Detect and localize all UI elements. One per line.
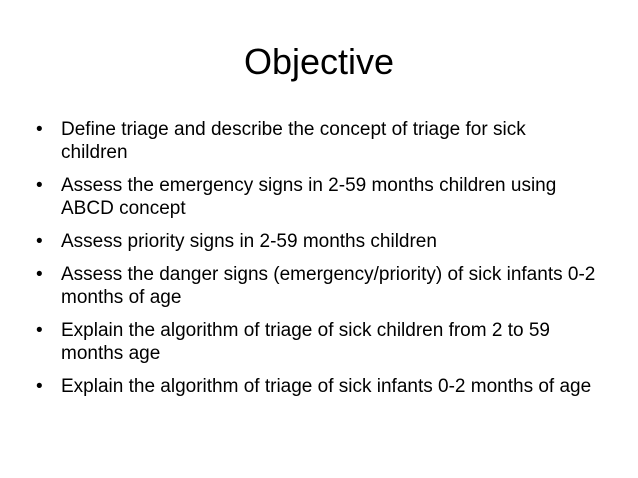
bullet-icon: • [36,264,43,285]
bullet-text: Assess priority signs in 2-59 months children [61,231,437,252]
bullet-text: Define triage and describe the concept of triage for sick children [61,119,526,163]
bullet-item-3 [36,230,596,253]
bullet-icon: • [36,175,43,196]
bullet-icon: • [36,376,43,397]
bullet-item-1 [36,118,596,164]
bullet-text: Explain the algorithm of triage of sick children from 2 to 59 months age [61,320,550,364]
bullet-item-4 [36,263,596,309]
bullet-item-6 [36,375,596,398]
bullet-item-5 [36,319,596,365]
bullet-text: Assess the danger signs (emergency/priority) of sick infants 0-2 months of age [61,264,596,308]
bullet-icon: • [36,320,43,341]
bullet-icon: • [36,231,43,252]
bullet-item-2 [36,174,596,220]
bullet-list [36,118,596,408]
bullet-text: Explain the algorithm of triage of sick infants 0-2 months of age [61,376,592,397]
bullet-icon: • [36,119,43,140]
bullet-text: Assess the emergency signs in 2-59 months children using ABCD concept [61,175,557,219]
slide-title: Objective [243,41,395,82]
